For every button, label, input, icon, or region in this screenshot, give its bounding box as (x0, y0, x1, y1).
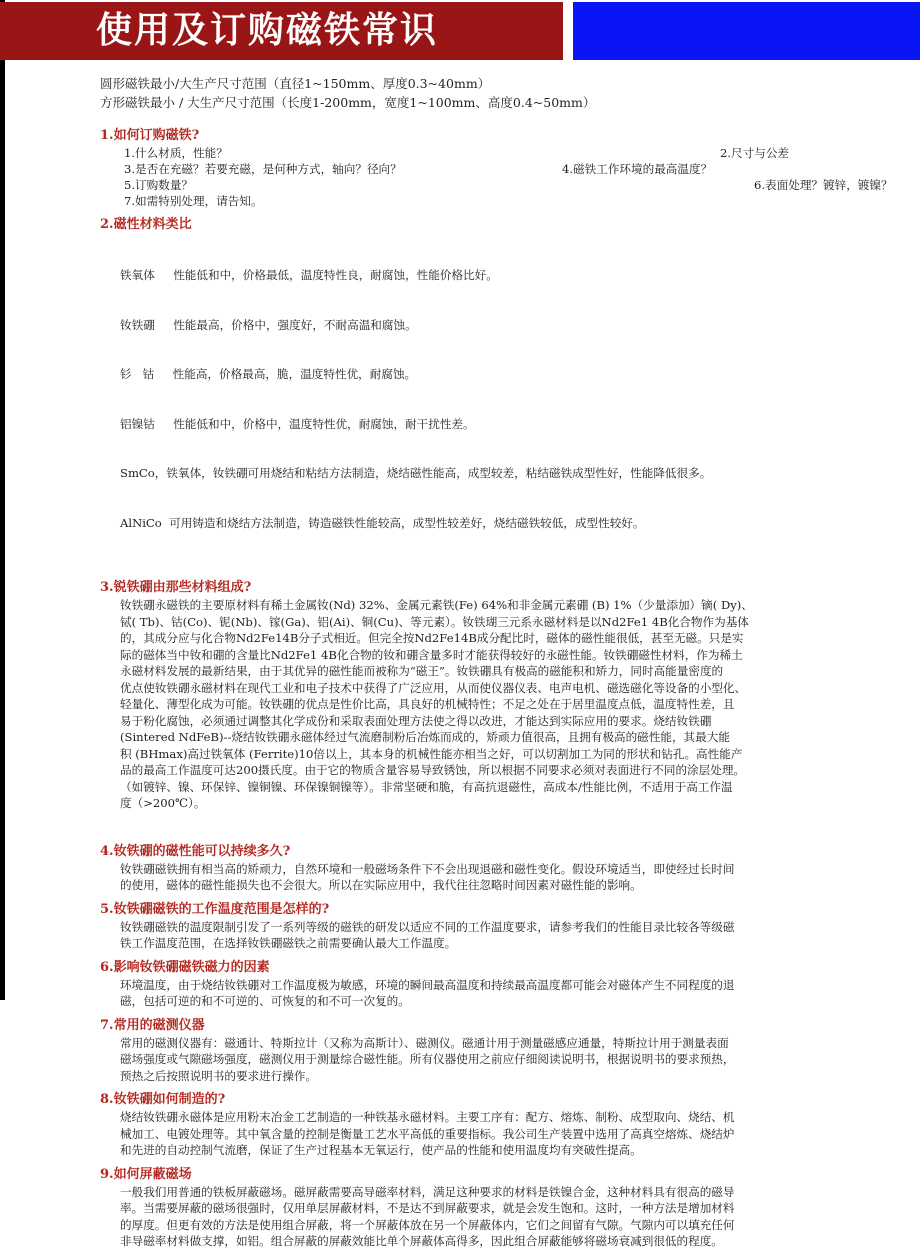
section-2-body (120, 234, 912, 564)
section-8-body (120, 1109, 912, 1159)
text-line: 铁工作温度范围，在选择钕铁硼磁铁之前需要确认最大工作温度。 (120, 936, 457, 950)
question-4: 4.磁铁工作环境的最高温度？ (562, 162, 713, 176)
section-4-title: 4.钕铁硼的磁性能可以持续多久? (100, 843, 291, 859)
text-line: 易于粉化腐蚀，必须通过调整其化学成份和采取表面处理方法使之得以改进，才能达到实际应用的要求。烧结钕铁硼 (120, 713, 712, 728)
section-9-title: 9.如何屏蔽磁场 (100, 1166, 192, 1182)
text-line: 钕铁硼磁铁拥有相当高的矫顽力，自然环境和一般磁场条件下不会出现退磁和磁性变化。假设环境适当，即使经过长时间 (120, 861, 735, 876)
text-line: 度（>200℃）。 (120, 796, 206, 810)
text-line: 钕铁硼永磁铁的主要原材料有稀土金属钕(Nd) 32%、金属元素铁(Fe) 64%和非金属元素硼 (B) 1%（少量添加）镝( Dy)、 (120, 598, 753, 612)
text-line: 和先进的自动控制气流磨，保证了生产过程基本无氧运行，使产品的性能和使用温度均有突破性提高。 (120, 1143, 642, 1157)
text-line: 环境温度，由于烧结钕铁硼对工作温度极为敏感，环境的瞬间最高温度和持续最高温度都可能会对磁体产生不同程度的退 (120, 977, 735, 992)
text-line: 轻量化、薄型化成为可能。钕铁硼的优点是性价比高，具良好的机械特性；不足之处在于居里温度点低，温度特性差，且 (120, 697, 735, 711)
section-5-title: 5.钕铁硼磁铁的工作温度范围是怎样的? (100, 901, 330, 917)
text-line: 的，其成分应与化合物Nd2Fe14B分子式相近。但完全按Nd2Fe14B成分配比时，磁体的磁性能很低，甚至无磁。只是实 (120, 631, 744, 645)
left-border-rule (0, 0, 5, 1000)
text-line: AlNiCo 可用铸造和烧结方法制造，铸造磁铁性能较高，成型性较差好，烧结磁铁较低，成型性较好。 (120, 515, 645, 530)
section-3-body (120, 597, 912, 812)
question-1: 1.什么材质，性能？ (124, 146, 228, 160)
section-3-title: 3.锐铁硼由那些材料组成? (100, 580, 252, 595)
section-7-body (120, 1035, 912, 1085)
text-line: 一般我们用普通的铁板屏蔽磁场。磁屏蔽需要高导磁率材料，满足这种要求的材料是铁镍合金，这种材料具有很高的磁导 (120, 1184, 735, 1199)
text-line: 率。当需要屏蔽的磁场很强时，仅用单层屏蔽材料，不是达不到屏蔽要求，就是会发生饱和。这时，一种方法是增加材料 (120, 1201, 735, 1215)
text-line: 烧结钕铁硼永磁体是应用粉末冶金工艺制造的一种铁基永磁材料。主要工序有：配方、熔炼、制粉、成型取向、烧结、机 (120, 1110, 735, 1124)
section-5-body (120, 919, 912, 952)
ordering-questions (124, 145, 912, 209)
question-7: 7.如需特别处理，请告知。 (124, 194, 263, 208)
text-line: 际的磁体当中钕和硼的含量比Nd2Fe1 4B化合物的钕和硼含量多时才能获得较好的永磁性能。钕铁硼磁性材料，作为稀土 (120, 647, 743, 662)
text-line: 优点使钕铁硼永磁材料在现代工业和电子技术中获得了广泛应用，从而使仪器仪表、电声电机、磁选磁化等设备的小型化、 (120, 680, 747, 695)
text-line: 的使用，磁体的磁性能损失也不会很大。所以在实际应用中，我代往往忽略时间因素对磁性能的影响。 (120, 878, 642, 892)
section-8-title: 8.钕铁硼如何制造的? (100, 1092, 226, 1107)
header-blue-band (573, 2, 920, 60)
section-1-title: 1.如何订购磁铁? (100, 128, 200, 143)
question-2: 2.尺寸与公差 (720, 146, 790, 160)
text-line: 预热之后按照说明书的要求进行操作。 (120, 1068, 318, 1083)
text-line: 铁氧体 性能低和中，价格最低，温度特性良，耐腐蚀，性能价格比好。 (120, 268, 498, 282)
question-6: 6.表面处理？镀锌，镀镍？ (754, 178, 893, 192)
text-line: 械加工、电镀处理等。其中氧含量的控制是衡量工艺水平高低的重要指标。我公司生产装置中选用了高真空熔炼、烧结炉 (120, 1126, 735, 1141)
question-3: 3.是否在充磁？若要充磁，是何种方式，轴向？径向？ (124, 162, 402, 176)
page-header (0, 0, 920, 62)
text-line: 铽( Tb)、钴(Co)、铌(Nb)、镓(Ga)、铝(Ai)、铜(Cu)、等元素）。钕铁瑚三元系永磁材料是以Nd2Fe1 4B化合物作为基体 (120, 614, 749, 629)
text-line: 钕铁硼磁铁的温度限制引发了一系列等级的磁铁的研发以适应不同的工作温度要求，请参考我们的性能目录比较各等级磁 (120, 919, 735, 934)
text-line: 常用的磁测仪器有：磁通计、特斯拉计（又称为高斯计）、磁测仪。磁通计用于测量磁感应通量，特斯拉计用于测量表面 (120, 1035, 729, 1050)
text-line: 钐 钴 性能高，价格最高，脆，温度特性优，耐腐蚀。 (120, 367, 417, 381)
text-line: 钕铁硼 性能最高，价格中，强度好，不耐高温和腐蚀。 (120, 317, 417, 332)
section-2-title: 2.磁性材料类比 (100, 217, 192, 232)
text-line: 磁场强度或气隙磁场强度，磁测仪用于测量综合磁性能。所有仪器使用之前应仔细阅读说明书，根据说明书的要求预热， (120, 1052, 735, 1066)
square-magnet-size-range: 方形磁铁最小 / 大生产尺寸范围（长度1-200mm，宽度1~100mm、高度0.4~50mm） (100, 95, 596, 110)
page-title: 使用及订购磁铁常识 (96, 10, 439, 51)
text-line: (Sintered NdFeB)--烧结钕铁硼永磁体经过气流磨制粉后冶炼而成的，矫顽力值很高，且拥有极高的磁性能，其最大能 (120, 730, 730, 744)
text-line: 积 (BHmax)高过铁氧体 (Ferrite)10倍以上，其本身的机械性能亦相当之好，可以切割加工为同的形状和钻孔。高性能产 (120, 746, 743, 761)
section-9-body (120, 1184, 912, 1250)
text-line: （如镀锌、镍、环保锌、镍铜镍、环保镍铜镍等）。非常坚硬和脆，有高抗退磁性，高成本/性能比例，不适用于高工作温 (120, 779, 733, 794)
section-6-title: 6.影响钕铁硼磁铁磁力的因素 (100, 959, 270, 975)
section-4-body (120, 861, 912, 894)
text-line: 磁，包括可逆的和不可逆的、可恢复的和不可一次复的。 (120, 994, 410, 1008)
document-body (100, 74, 912, 1250)
text-line: 非导磁率材料做支撑，如铝。组合屏蔽的屏蔽效能比单个屏蔽体高得多，因此组合屏蔽能够将磁场衰减到很低的程度。 (120, 1234, 723, 1248)
round-magnet-size-range: 圆形磁铁最小/大生产尺寸范围（直径1~150mm、厚度0.3~40mm） (100, 76, 491, 91)
text-line: 的厚度。但更有效的方法是使用组合屏蔽，将一个屏蔽体放在另一个屏蔽体内，它们之间留有气隙。气隙内可以填充任何 (120, 1217, 735, 1232)
section-7-title: 7.常用的磁测仪器 (100, 1017, 205, 1033)
section-6-body (120, 977, 912, 1010)
text-line: 永磁材料发展的最新结果，由于其优异的磁性能而被称为“磁王”。钕铁硼具有极高的磁能积和矫力，同时高能量密度的 (120, 664, 724, 678)
text-line: SmCo，铁氧体，钕铁硼可用烧结和粘结方法制造，烧结磁性能高，成型较差，粘结磁铁成型性好，性能降低很多。 (120, 466, 712, 480)
text-line: 铝镍钴 性能低和中，价格中，温度特性优，耐腐蚀，耐干扰性差。 (120, 416, 475, 431)
question-5: 5.订购数量？ (124, 178, 194, 192)
text-line: 品的最高工作温度可达200摄氏度。由于它的物质含量容易导致锈蚀，所以根据不同要求必须对表面进行不同的涂层处理。 (120, 763, 746, 777)
